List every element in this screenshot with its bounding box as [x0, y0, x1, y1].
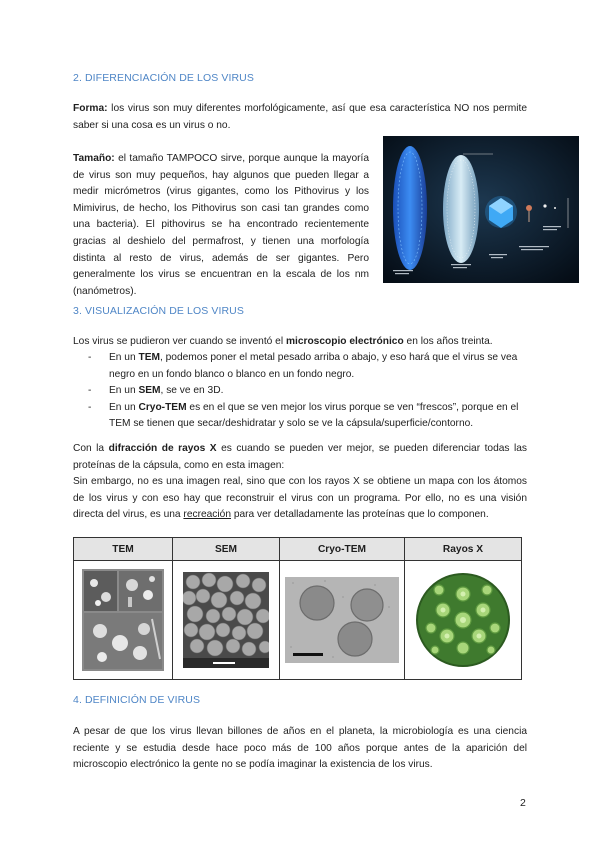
embargo-post: para ver detalladamente las proteínas que lo componen. — [231, 509, 489, 521]
forma-label: Forma: — [73, 103, 108, 114]
table-header-sem: SEM — [173, 538, 280, 561]
tem-micrograph — [82, 569, 164, 671]
xray-capsid-reconstruction — [415, 572, 511, 668]
section-4-heading: 4. DEFINICIÓN DE VIRUS — [73, 694, 201, 706]
virus-size-illustration — [383, 136, 579, 283]
tamano-paragraph — [73, 151, 369, 300]
bullet-post: , se ve en 3D. — [160, 385, 224, 396]
virus-size-comparison-image — [383, 136, 579, 283]
section-3-heading: 3. VISUALIZACIÓN DE LOS VIRUS — [73, 305, 244, 317]
bullet-bold: TEM — [138, 352, 160, 363]
sem-image-cell — [173, 561, 280, 680]
sem-micrograph — [183, 572, 269, 668]
table-image-row — [74, 561, 522, 680]
microscope-intro — [73, 334, 527, 351]
page-number: 2 — [520, 797, 526, 809]
bullet-post: es en el que se ven mejor los virus porque se ven “frescos”, porque en el TEM se tienen que secar/deshidratar y solo se ve la cápsula/superficie/contorno. — [109, 401, 519, 429]
xray-paragraph — [73, 441, 527, 524]
bullet-pre: En un — [109, 401, 139, 413]
forma-text: los virus son muy diferentes morfológicamente, así que esa característica NO nos permite saber si una cosa es un virus o no. — [73, 103, 527, 131]
table-header-row — [74, 538, 522, 561]
intro-pre: Los virus se pudieron ver cuando se inventó el — [73, 336, 286, 347]
table-header-cryo-tem: Cryo-TEM — [280, 538, 405, 561]
cryo-tem-image-cell — [280, 561, 405, 680]
tamano-label: Tamaño: — [73, 153, 115, 164]
list-item-sem — [88, 383, 528, 400]
visualization-table — [73, 537, 522, 680]
intro-bold: microscopio electrónico — [285, 336, 404, 347]
table-header-tem: TEM — [74, 538, 173, 561]
intro-post: en los años treinta. — [403, 336, 493, 347]
microscope-list — [88, 350, 528, 433]
xray-pre: Con la — [73, 443, 109, 454]
list-item-cryo-tem — [88, 400, 528, 433]
cryo-tem-micrograph — [285, 577, 399, 663]
embargo-pre: Sin embargo, no es una imagen real, sino que con los rayos X se obtiene un mapa con los átomos de los virus y con eso hay que reconstruir el virus con un programa. Por ello, no es una visión directa del virus, es una — [73, 476, 527, 521]
tem-image-cell — [74, 561, 173, 680]
rayos-x-image-cell — [405, 561, 522, 680]
xray-post: es cuando se pueden ver mejor, se pueden diferenciar todas las proteínas de la cápsula, como en esta imagen: — [73, 443, 528, 471]
tamano-text: el tamaño TAMPOCO sirve, porque aunque la mayoría de virus son muy pequeños, hay algunos que pueden llegar a medir micrómetros (virus gigantes, como los Pithovirus y los Mimivirus, de hecho, los Pithovirus son casi tan grandes como una bacteria). El pithovirus se ha encontrado recientemente gracias al deshielo del permafrost, y tienen una morfología distinta al resto de virus, además de ser gigantes. Pero generalmente los virus se encuentran en la escala de los nm (nanómetros). — [73, 153, 369, 297]
bullet-bold: SEM — [138, 385, 161, 396]
table-header-rayos-x: Rayos X — [405, 538, 522, 561]
xray-bold: difracción de rayos X — [108, 443, 217, 454]
bullet-pre: En un — [109, 352, 139, 363]
definicion-paragraph: A pesar de que los virus llevan billones de años en el planeta, la microbiología es una ciencia reciente y se estudia desde hace poco más de 100 años porque antes de la aparición del microscopio electrónico la gente no se podía imaginar la existencia de los virus. — [73, 726, 527, 771]
bullet-bold: Cryo-TEM — [138, 401, 187, 413]
section-2-heading: 2. DIFERENCIACIÓN DE LOS VIRUS — [73, 72, 254, 84]
bullet-pre: En un — [109, 385, 139, 396]
list-item-tem — [88, 350, 528, 383]
bullet-post: , podemos poner el metal pesado arriba o abajo, y eso hará que el virus se vea negro en un fondo blanco o blanco en un fondo negro. — [109, 352, 518, 380]
forma-paragraph — [73, 101, 527, 134]
embargo-underlined: recreación — [183, 509, 231, 521]
